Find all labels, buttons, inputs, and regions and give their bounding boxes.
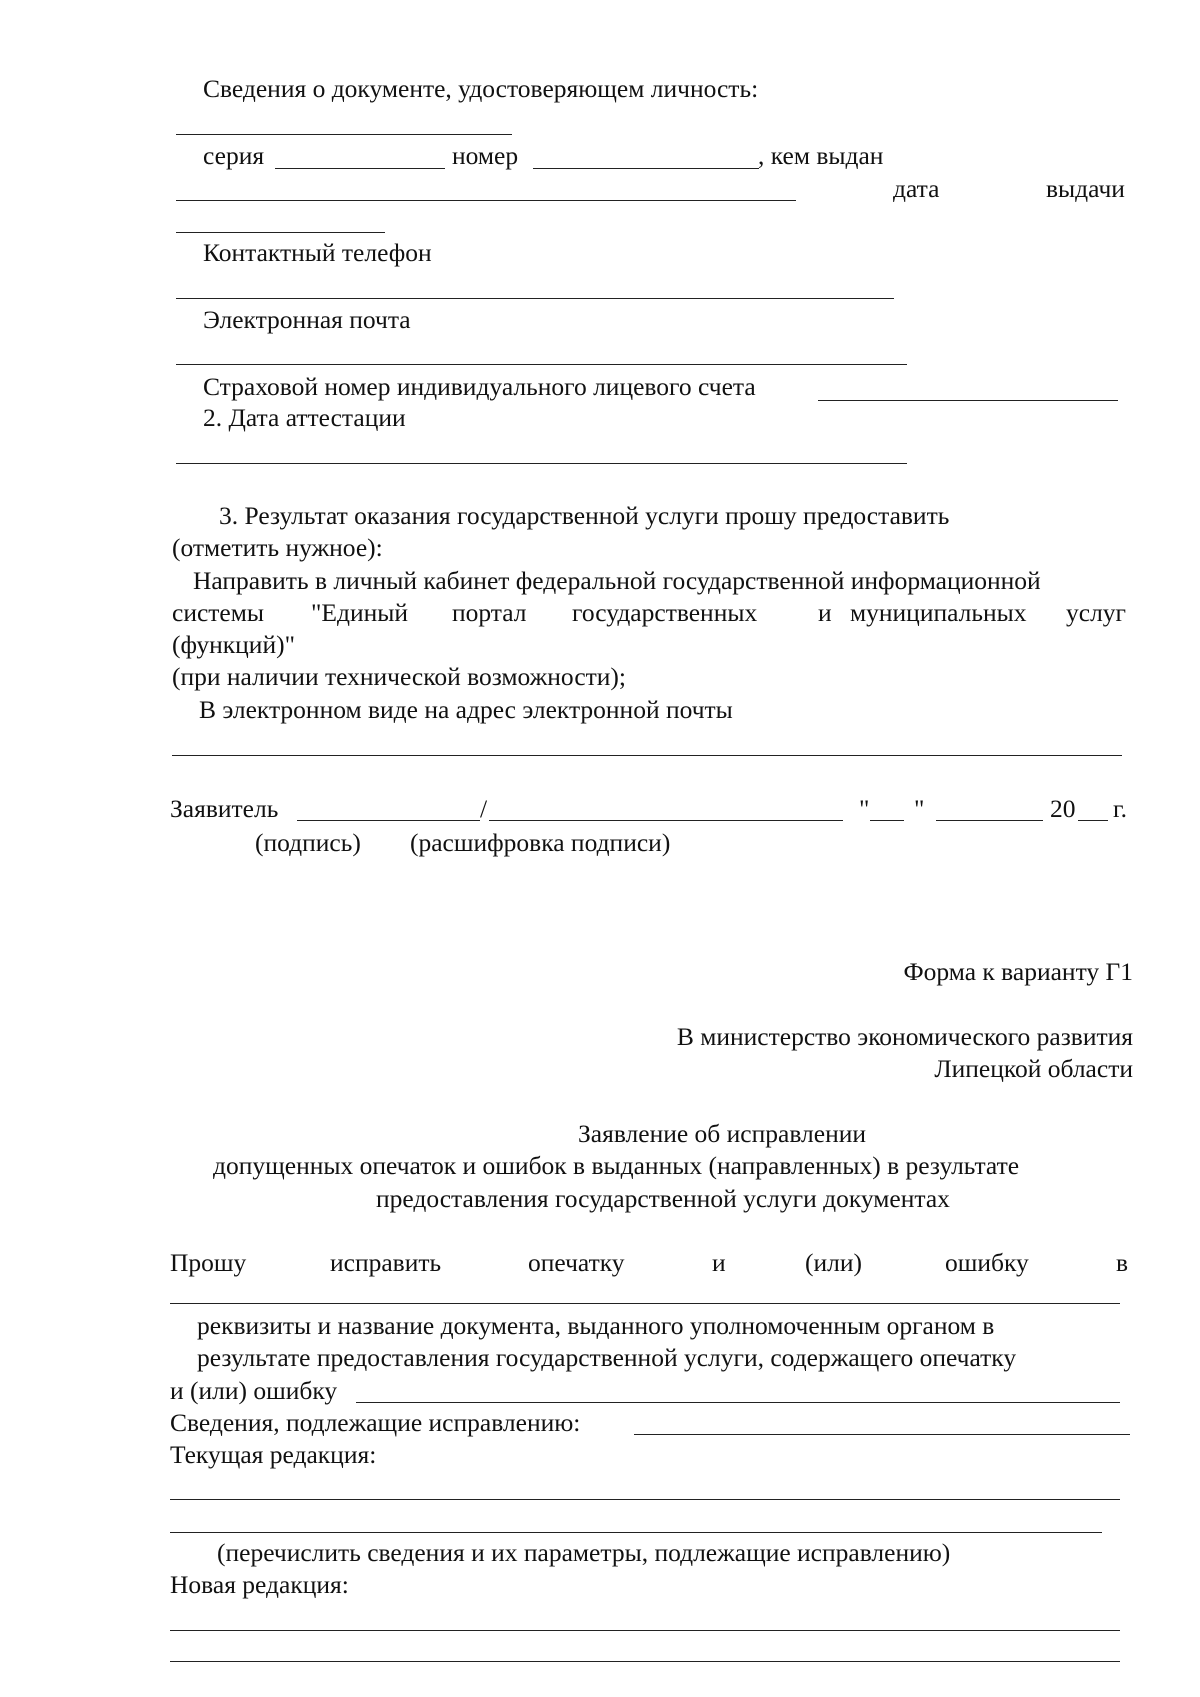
attestation-label: 2. Дата аттестации [203, 403, 406, 432]
requisites-line-2: результате предоставления государственной услуги, содержащего опечатку [197, 1343, 1017, 1372]
request-document-field[interactable] [170, 1303, 1120, 1304]
request-w2: исправить [330, 1248, 442, 1277]
new-edition-field-1[interactable] [170, 1630, 1120, 1631]
option-cabinet-line-3: (функций)" [172, 630, 296, 659]
option-cabinet-line-1[interactable]: Направить в личный кабинет федеральной государственной информационной [193, 566, 1041, 595]
line-blank-before-series[interactable] [176, 134, 512, 135]
requisites-line-1: реквизиты и название документа, выданного уполномоченным органом в [197, 1311, 995, 1340]
series-label: серия [203, 141, 265, 170]
applicant-label: Заявитель [170, 794, 279, 823]
email-address-field[interactable] [172, 755, 1122, 756]
request-w4: и [712, 1248, 726, 1277]
snils-field[interactable] [818, 400, 1118, 401]
request-w7: в [1116, 1248, 1129, 1277]
issued-by-label: , кем выдан [758, 141, 884, 170]
issued-by-field[interactable] [176, 200, 796, 201]
form-title-line-1: Заявление об исправлении [578, 1119, 867, 1148]
new-edition-label: Новая редакция: [170, 1570, 349, 1599]
form-variant-label: Форма к варианту Г1 [903, 957, 1133, 986]
addressee-line-1: В министерство экономического развития [676, 1022, 1133, 1051]
signature-slash: / [480, 794, 488, 823]
number-field[interactable] [533, 168, 759, 169]
day-field[interactable] [870, 820, 904, 821]
option-cabinet-w3: портал [452, 598, 527, 627]
number-label: номер [452, 141, 519, 170]
issue-date-label-2: выдачи [1046, 174, 1125, 203]
form-title-line-3: предоставления государственной услуги документах [376, 1184, 950, 1213]
option-cabinet-line-4: (при наличии технической возможности); [172, 662, 627, 691]
id-doc-heading: Сведения о документе, удостоверяющем личность: [203, 74, 759, 103]
month-field[interactable] [936, 820, 1043, 821]
current-edition-field-2[interactable] [170, 1532, 1102, 1533]
current-edition-label: Текущая редакция: [170, 1440, 377, 1469]
signature-field[interactable] [297, 820, 480, 821]
request-w5: (или) [805, 1248, 863, 1277]
email-label: Электронная почта [203, 305, 411, 334]
decode-hint: (расшифровка подписи) [410, 828, 671, 857]
requisites-field[interactable] [356, 1402, 1120, 1403]
option-email[interactable]: В электронном виде на адрес электронной почты [199, 695, 733, 724]
year-suffix: г. [1113, 794, 1127, 823]
attestation-date-field[interactable] [176, 463, 907, 464]
info-field[interactable] [634, 1434, 1130, 1435]
phone-field[interactable] [176, 298, 894, 299]
signature-decode-field[interactable] [489, 820, 843, 821]
request-w1: Прошу [170, 1248, 247, 1277]
year-prefix: 20 [1050, 794, 1076, 823]
issue-date-field[interactable] [176, 232, 385, 233]
signature-hint: (подпись) [255, 828, 361, 857]
day-quote-close: " [914, 794, 925, 823]
info-label: Сведения, подлежащие исправлению: [170, 1408, 581, 1437]
new-edition-field-2[interactable] [170, 1661, 1120, 1662]
form-title-line-2: допущенных опечаток и ошибок в выданных (направленных) в результате [213, 1151, 1020, 1180]
result-line-1: 3. Результат оказания государственной услуги прошу предоставить [219, 501, 950, 530]
phone-label: Контактный телефон [203, 238, 432, 267]
option-cabinet-w6: муниципальных [850, 598, 1027, 627]
current-edition-field-1[interactable] [170, 1499, 1120, 1500]
series-field[interactable] [275, 168, 445, 169]
option-cabinet-w7: услуг [1066, 598, 1127, 627]
email-field[interactable] [176, 364, 907, 365]
year-field[interactable] [1078, 820, 1108, 821]
list-hint: (перечислить сведения и их параметры, подлежащие исправлению) [217, 1538, 951, 1567]
result-line-2: (отметить нужное): [172, 533, 383, 562]
option-cabinet-w4: государственных [572, 598, 758, 627]
snils-label: Страховой номер индивидуального лицевого счета [203, 372, 756, 401]
day-quote-open: " [859, 794, 870, 823]
option-cabinet-w1: системы [172, 598, 265, 627]
addressee-line-2: Липецкой области [934, 1054, 1133, 1083]
option-cabinet-w5: и [818, 598, 832, 627]
option-cabinet-w2: "Единый [311, 598, 409, 627]
request-w6: ошибку [945, 1248, 1029, 1277]
issue-date-label-1: дата [893, 174, 940, 203]
requisites-line-3: и (или) ошибку [170, 1376, 338, 1405]
request-w3: опечатку [528, 1248, 625, 1277]
